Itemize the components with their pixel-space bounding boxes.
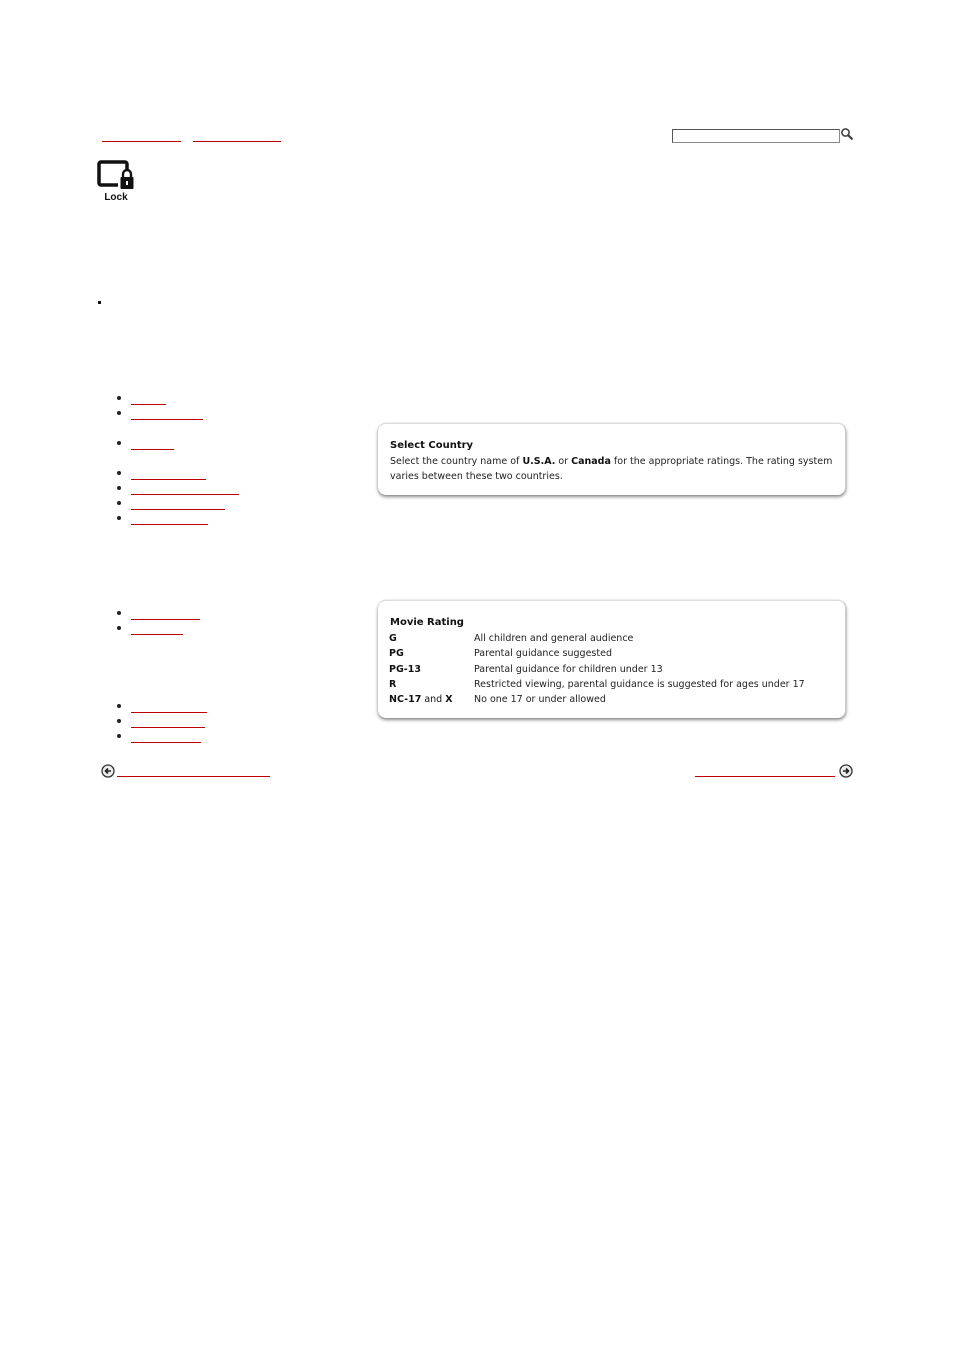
nav-link[interactable] <box>131 716 205 728</box>
rating-code: G <box>389 633 397 645</box>
prev-page-link[interactable] <box>117 765 270 777</box>
lock-icon <box>97 160 137 192</box>
nav-link[interactable] <box>131 498 225 510</box>
nav-link[interactable] <box>131 701 207 713</box>
breadcrumb-link-1[interactable] <box>102 130 181 142</box>
prev-page-button[interactable] <box>101 764 115 778</box>
page-icon <box>97 160 137 206</box>
note-movie-rating <box>378 600 846 718</box>
note-text: Select the country name of U.S.A. or Canada for the appropriate ratings. The rating system varies between these two countries. <box>390 456 833 482</box>
search-input[interactable] <box>672 129 840 143</box>
nav-link[interactable] <box>131 623 183 635</box>
rating-code: R <box>389 679 397 691</box>
rating-code: PG-13 <box>389 663 421 675</box>
rating-code: PG <box>389 648 404 660</box>
rating-desc: No one 17 or under allowed <box>474 694 606 706</box>
next-page-link[interactable] <box>695 765 835 777</box>
table-row <box>389 662 805 677</box>
rating-table <box>389 631 805 707</box>
rating-code: NC-17 and X <box>389 694 453 706</box>
table-row <box>389 692 805 707</box>
rating-desc: Restricted viewing, parental guidance is suggested for ages under 17 <box>474 679 805 691</box>
table-row <box>389 677 805 692</box>
next-page-button[interactable] <box>839 764 853 778</box>
nav-link[interactable] <box>131 408 203 420</box>
note-title: Movie Rating <box>390 617 464 628</box>
nav-link[interactable] <box>131 468 206 480</box>
rating-desc: All children and general audience <box>474 633 634 645</box>
rating-desc: Parental guidance for children under 13 <box>474 663 663 675</box>
magnifier-icon <box>840 127 854 141</box>
nav-link[interactable] <box>131 438 174 450</box>
rating-desc: Parental guidance suggested <box>474 648 612 660</box>
note-title: Select Country <box>390 440 474 451</box>
nav-link[interactable] <box>131 731 201 743</box>
bullet-marker <box>98 301 101 304</box>
nav-link[interactable] <box>131 393 166 405</box>
nav-link[interactable] <box>131 513 208 525</box>
lock-label: Lock <box>104 192 128 203</box>
nav-link[interactable] <box>131 483 239 495</box>
arrow-right-circle-icon <box>839 764 853 778</box>
search-button[interactable] <box>840 127 854 141</box>
breadcrumb-link-2[interactable] <box>193 130 281 142</box>
arrow-left-circle-icon <box>101 764 115 778</box>
table-row <box>389 631 805 646</box>
note-select-country <box>378 423 846 495</box>
table-row <box>389 646 805 661</box>
nav-link[interactable] <box>131 608 200 620</box>
